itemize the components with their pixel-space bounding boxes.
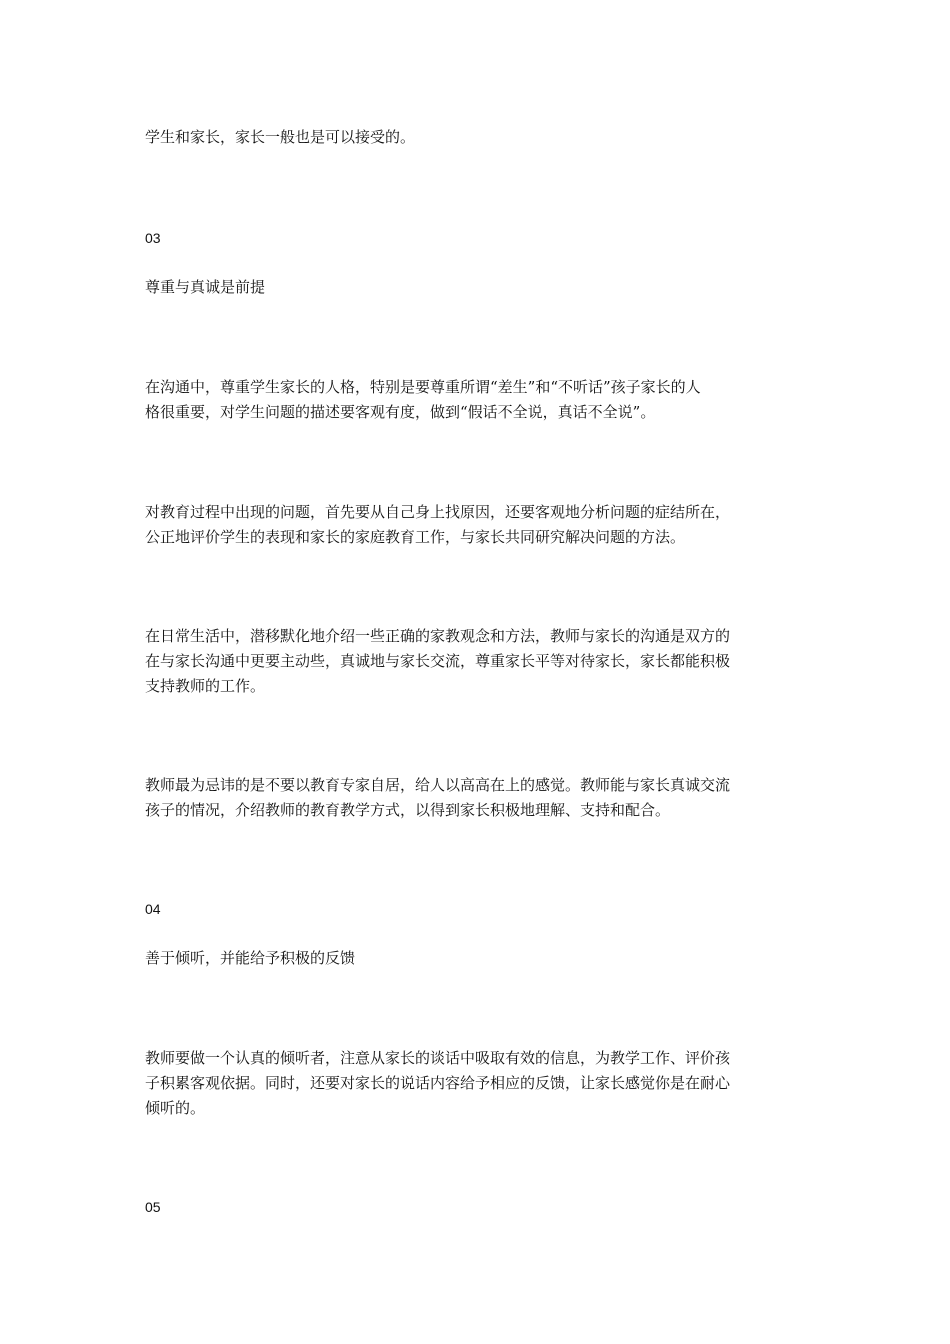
paragraph-respect-personality [145, 375, 810, 425]
section-number-03: 03 [145, 230, 161, 246]
paragraph-avoid-expert-posture [145, 773, 810, 823]
text-line: 公正地评价学生的表现和家长的家庭教育工作，与家长共同研究解决问题的方法。 [145, 528, 686, 546]
paragraph-find-causes [145, 500, 810, 550]
text-line: 支持教师的工作。 [145, 677, 266, 695]
text-line: 倾听的。 [145, 1099, 206, 1117]
section-number-04: 04 [145, 901, 161, 917]
text-line: 孩子的情况，介绍教师的教育教学方式，以得到家长积极地理解、支持和配合。 [145, 801, 671, 819]
paragraph-intro-tail [145, 125, 810, 150]
text-line: 学生和家长，家长一般也是可以接受的。 [145, 128, 416, 146]
section-heading-listening: 善于倾听，并能给予积极的反馈 [145, 949, 356, 967]
section-heading-respect: 尊重与真诚是前提 [145, 278, 266, 296]
text-line: 在日常生活中，潜移默化地介绍一些正确的家教观念和方法，教师与家长的沟通是双方的 [145, 627, 731, 645]
text-line: 教师最为忌讳的是不要以教育专家自居，给人以高高在上的感觉。教师能与家长真诚交流 [145, 776, 731, 794]
text-line: 对教育过程中出现的问题，首先要从自己身上找原因，还要客观地分析问题的症结所在， [145, 503, 731, 521]
text-line: 在与家长沟通中更要主动些，真诚地与家长交流，尊重家长平等对待家长，家长都能积极 [145, 652, 731, 670]
text-line: 子积累客观依据。同时，还要对家长的说话内容给予相应的反馈，让家长感觉你是在耐心 [145, 1074, 731, 1092]
paragraph-attentive-listener [145, 1046, 810, 1121]
text-line: 在沟通中，尊重学生家长的人格，特别是要尊重所谓“差生”和“不听话”孩子家长的人 [145, 378, 701, 396]
section-number-05: 05 [145, 1199, 161, 1215]
text-line: 教师要做一个认真的倾听者，注意从家长的谈话中吸取有效的信息，为教学工作、评价孩 [145, 1049, 731, 1067]
text-line: 格很重要，对学生问题的描述要客观有度，做到“假话不全说，真话不全说”。 [145, 403, 656, 421]
paragraph-daily-life [145, 624, 810, 699]
